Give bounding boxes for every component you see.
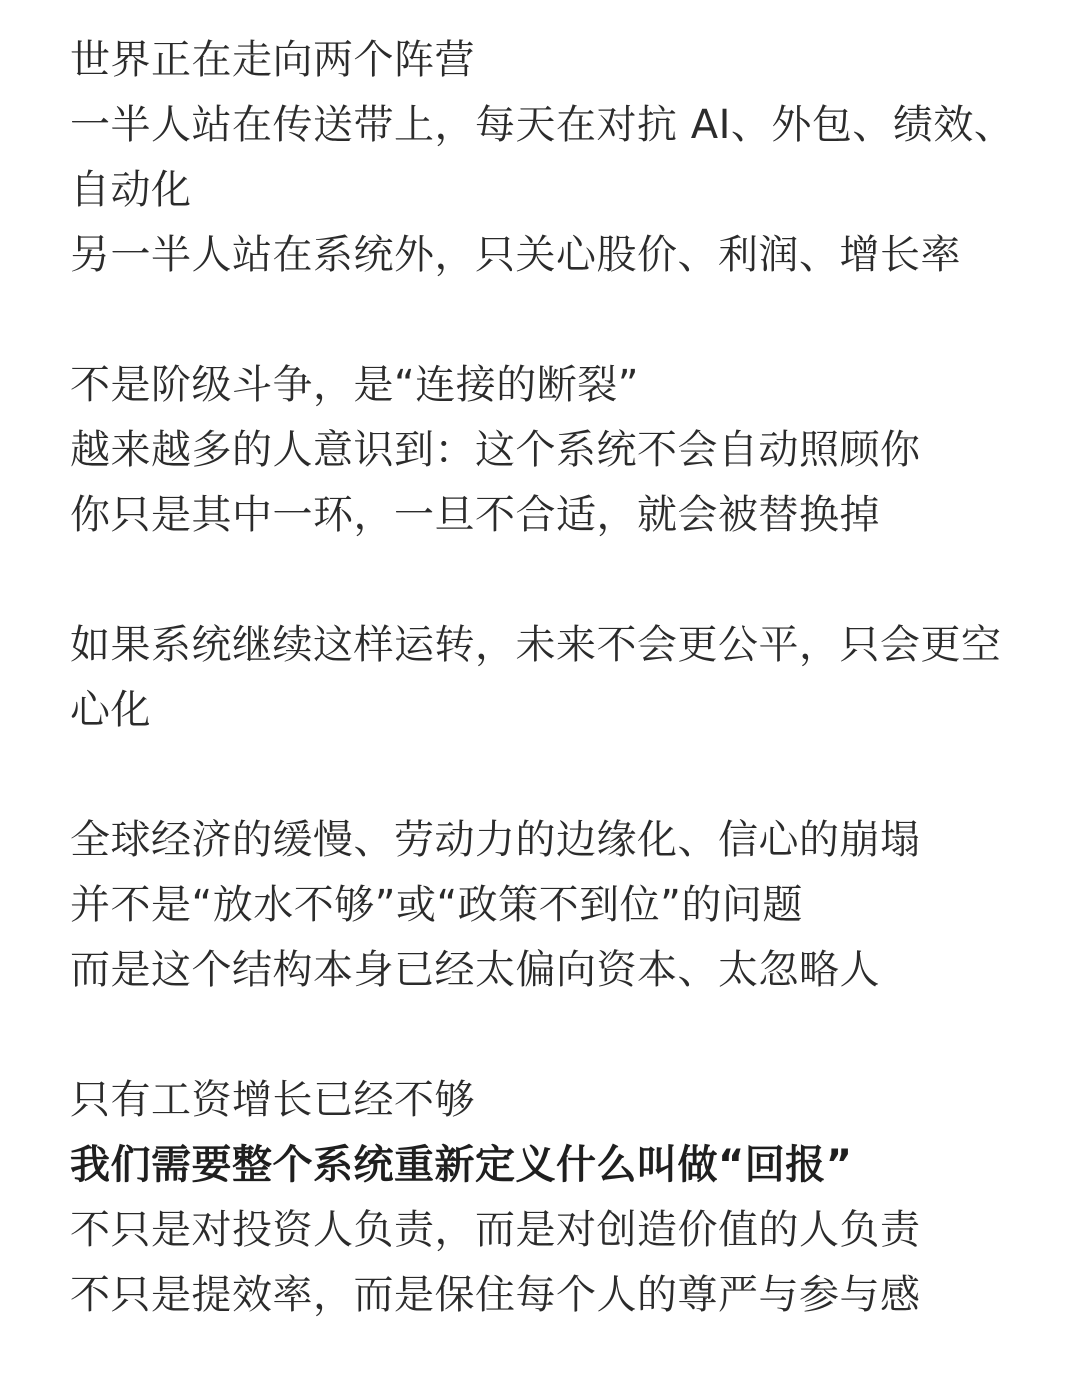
highlight-line: 我们需要整个系统重新定义什么叫做“回报”: [70, 1142, 853, 1188]
text-line: 不只是提效率，而是保住每个人的尊严与参与感: [70, 1272, 921, 1318]
text-line: 世界正在走向两个阵营: [70, 37, 475, 83]
text-line: 而是这个结构本身已经太偏向资本、太忽略人: [70, 947, 880, 993]
paragraph-2: [70, 353, 1030, 548]
text-line: 不只是对投资人负责，而是对创造价值的人负责: [70, 1207, 921, 1253]
text-line: 不是阶级斗争，是“连接的断裂”: [70, 362, 639, 408]
text-line: 一半人站在传送带上，每天在对抗 AI、外包、绩效、自动化: [70, 102, 1015, 213]
text-line: 全球经济的缓慢、劳动力的边缘化、信心的崩塌: [70, 817, 921, 863]
text-line: 另一半人站在系统外，只关心股价、利润、增长率: [70, 232, 961, 278]
paragraph-1: [70, 28, 1030, 288]
text-line: 越来越多的人意识到：这个系统不会自动照顾你: [70, 427, 921, 473]
paragraph-3: [70, 613, 1030, 743]
paragraph-5: [70, 1068, 1030, 1328]
paragraph-4: [70, 808, 1030, 1003]
text-line: 并不是“放水不够”或“政策不到位”的问题: [70, 882, 803, 928]
text-line: 如果系统继续这样运转，未来不会更公平，只会更空心化: [70, 622, 1002, 733]
text-line: 只有工资增长已经不够: [70, 1077, 475, 1123]
article-body: [70, 28, 1030, 1328]
text-line: 你只是其中一环，一旦不合适，就会被替换掉: [70, 492, 880, 538]
